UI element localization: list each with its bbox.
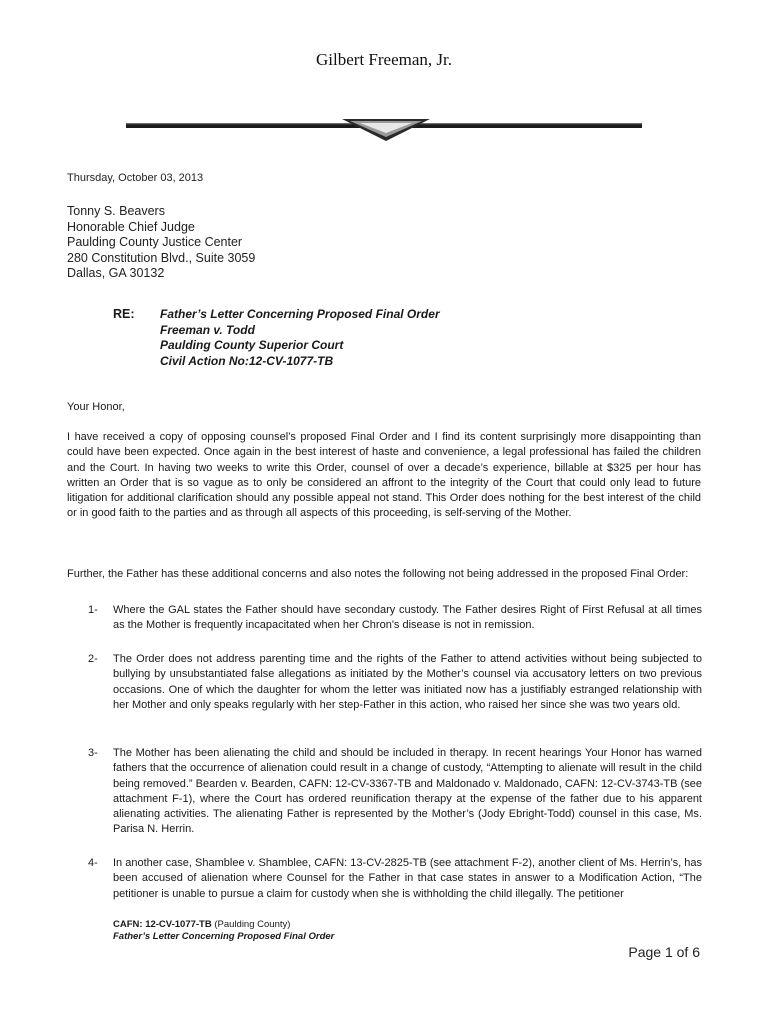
list-item-text: In another case, Shamblee v. Shamblee, CAFN: 13-CV-2825-TB (see attachment F-2), another client of Ms. Herrin’s, has been accused of alienation where Counsel for the Father in that case states in answer to a Modification Action, “The petitioner is unable to pursue a claim for custody when she is withholding the child illegally. The petitioner	[113, 857, 702, 900]
footer-case-line	[113, 919, 334, 931]
list-item	[88, 603, 702, 634]
recipient-line: Paulding County Justice Center	[67, 235, 243, 249]
re-line: Civil Action No:12-CV-1077-TB	[160, 353, 334, 368]
recipient-line: 280 Constitution Blvd., Suite 3059	[67, 250, 256, 265]
list-item-number: 3-	[88, 747, 98, 759]
list-item-number: 4-	[88, 857, 98, 869]
recipient-line: Dallas, GA 30132	[67, 266, 165, 280]
footer-cafn: CAFN: 12-CV-1077-TB	[113, 919, 212, 930]
salutation: Your Honor,	[67, 401, 125, 413]
list-item-text: The Mother has been alienating the child and should be included in therapy. In recent hearings Your Honor has warned fathers that the occurrence of alienation could result in a change of custody, “Attempting to alienate will result in the child being removed.” Bearden v. Bearden, CAFN: 12-CV-3367-TB and Maldonado v. Maldonado, CAFN: 12-CV-3743-TB (see attachment F-1), where the Court has ordered reunification therapy at the expense of the father due to his apparent alienating activities. The alienating Father is represented by the Mother’s (Jody Ebright-Todd) counsel in this case, Ms. Parisa N. Herrin.	[113, 747, 702, 836]
recipient-line: Honorable Chief Judge	[67, 219, 195, 234]
footer-county: (Paulding County)	[214, 919, 291, 930]
re-label: RE:	[113, 307, 135, 321]
re-line: Father’s Letter Concerning Proposed Final Order	[160, 307, 440, 321]
list-item	[88, 746, 702, 838]
list-item-text: Where the GAL states the Father should have secondary custody. The Father desires Right of First Refusal at all times as the Mother is frequently incapacitated when her Chron's disease is not in remission.	[113, 604, 702, 632]
page-footer	[113, 919, 334, 943]
list-item-text: The Order does not address parenting time and the rights of the Father to attend activities without being subjected to bullying by unsubstantiated false allegations as initiated by the Mother’s counsel via accusatory letters on two previous occasions. One of which the daughter for whom the letter was initiated now has a justifiably estranged relationship with her Mother and only speaks regularly with her step-Father in this action, who raised her since she was two years old.	[113, 653, 702, 711]
letterhead-divider	[124, 114, 644, 144]
list-item	[88, 652, 702, 713]
re-line: Freeman v. Todd	[160, 322, 255, 337]
re-line: Paulding County Superior Court	[160, 338, 344, 352]
page-number: Page 1 of 6	[628, 944, 700, 960]
body-paragraph: I have received a copy of opposing counsel’s proposed Final Order and I find its content surprisingly more disappointing than could have been expected. Once again in the best interest of haste and convenience, a legal professional has failed the children and the Court. In having two weeks to write this Order, counsel of over a decade’s experience, billable at $325 per hour has written an Order that is so vague as to only be considered an affront to the integrity of the Court that could only lead to future litigation for additional clarification should any possible appeal not stand. This Order does nothing for the best interest of the child or in good faith to the parties and as through all aspects of this proceeding, is self-serving of the Mother.	[67, 431, 701, 520]
list-item-number: 1-	[88, 604, 98, 616]
footer-subtitle: Father’s Letter Concerning Proposed Final Order	[113, 931, 335, 942]
recipient-line: Tonny S. Beavers	[67, 204, 165, 218]
re-subject	[160, 307, 440, 369]
body-paragraph: Further, the Father has these additional concerns and also notes the following not being addressed in the proposed Final Order:	[67, 568, 689, 580]
letterhead-name: Gilbert Freeman, Jr.	[316, 50, 452, 69]
list-item-number: 2-	[88, 653, 98, 665]
letter-date: Thursday, October 03, 2013	[67, 172, 204, 184]
recipient-address	[67, 204, 255, 282]
list-item	[88, 856, 702, 902]
